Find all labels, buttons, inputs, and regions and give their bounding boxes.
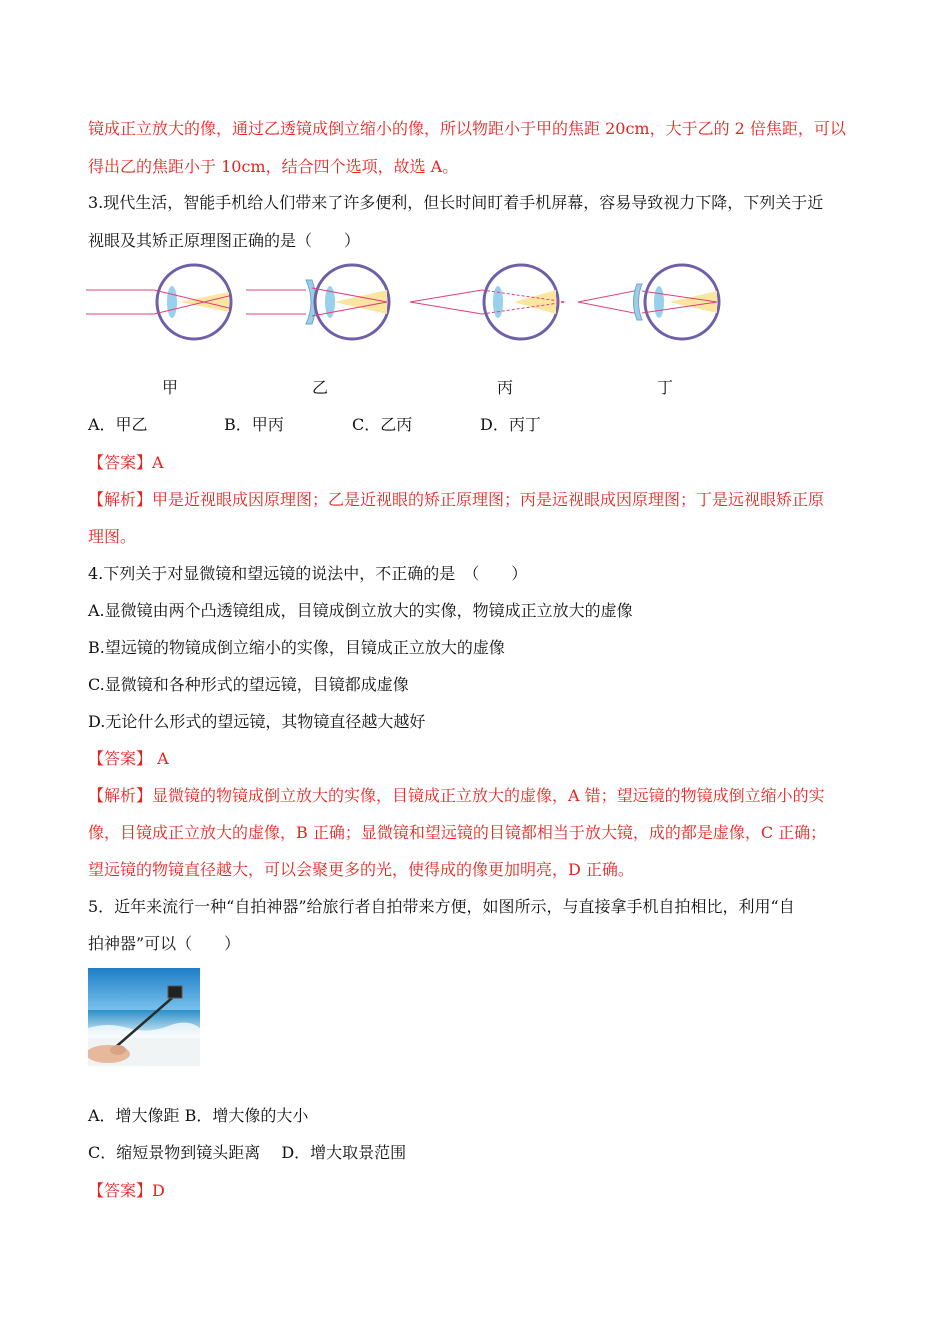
- prev-analysis-line-1: 镜成正立放大的像，通过乙透镜成倒立缩小的像，所以物距小于甲的焦距 20cm，大于乙的 2 倍焦距，可以: [88, 119, 846, 138]
- q4-answer: 【答案】 A: [88, 749, 169, 768]
- selfie-stick-photo: [88, 968, 200, 1066]
- q3-option-d: D．丙丁: [480, 415, 541, 434]
- q4-option-c: C.显微镜和各种形式的望远镜，目镜都成虚像: [88, 675, 409, 694]
- prev-analysis-line-2: 得出乙的焦距小于 10cm，结合四个选项，故选 A。: [88, 157, 459, 176]
- eye-diagrams-figure: [84, 262, 734, 352]
- caption-ding: 丁: [657, 378, 674, 397]
- eye-diagram-ding: [578, 265, 719, 339]
- q3-option-a: A．甲乙: [88, 415, 148, 434]
- eye-diagram-bing: [410, 265, 566, 339]
- q3-analysis-line-2: 理图。: [88, 527, 137, 546]
- q3-option-b: B．甲丙: [224, 415, 284, 434]
- q4-option-d: D.无论什么形式的望远镜，其物镜直径越大越好: [88, 712, 426, 731]
- q5-stem-line-2: 拍神器”可以（ ）: [88, 934, 241, 953]
- caption-jia: 甲: [162, 378, 179, 397]
- q5-stem-line-1: 5．近年来流行一种“自拍神器”给旅行者自拍带来方便，如图所示，与直接拿手机自拍相比，利用“自: [88, 897, 795, 916]
- caption-bing: 丙: [497, 378, 514, 397]
- q3-option-c: C．乙丙: [352, 415, 413, 434]
- q4-option-a: A.显微镜由两个凸透镜组成，目镜成倒立放大的实像，物镜成正立放大的虚像: [88, 601, 633, 620]
- q3-stem-line-2: 视眼及其矫正原理图正确的是（ ）: [88, 231, 361, 250]
- q5-options-ab: A．增大像距 B．增大像的大小: [88, 1106, 309, 1125]
- q5-options-cd: C．缩短景物到镜头距离 D．增大取景范围: [88, 1143, 407, 1162]
- q3-analysis-line-1: 【解析】甲是近视眼成因原理图；乙是近视眼的矫正原理图；丙是远视眼成因原理图；丁是远视眼矫正原: [88, 490, 825, 509]
- q4-stem: 4.下列关于对显微镜和望远镜的说法中，不正确的是 （ ）: [88, 564, 528, 583]
- q5-answer: 【答案】D: [88, 1181, 165, 1200]
- q3-answer: 【答案】A: [88, 453, 164, 472]
- eye-diagram-yi: [246, 265, 389, 339]
- q4-analysis-line-1: 【解析】显微镜的物镜成倒立放大的实像，目镜成正立放大的虚像，A 错；望远镜的物镜成倒立缩小的实: [88, 786, 825, 805]
- eye-diagram-jia: [86, 265, 231, 339]
- caption-yi: 乙: [312, 378, 329, 397]
- q4-analysis-line-3: 望远镜的物镜直径越大，可以会聚更多的光，使得成的像更加明亮，D 正确。: [88, 860, 634, 879]
- q4-analysis-line-2: 像，目镜成正立放大的虚像，B 正确；显微镜和望远镜的目镜都相当于放大镜，成的都是虚像，C 正确；: [88, 823, 827, 842]
- q3-stem-line-1: 3.现代生活，智能手机给人们带来了许多便利，但长时间盯着手机屏幕，容易导致视力下降，下列关于近: [88, 193, 824, 212]
- q4-option-b: B.望远镜的物镜成倒立缩小的实像，目镜成正立放大的虚像: [88, 638, 505, 657]
